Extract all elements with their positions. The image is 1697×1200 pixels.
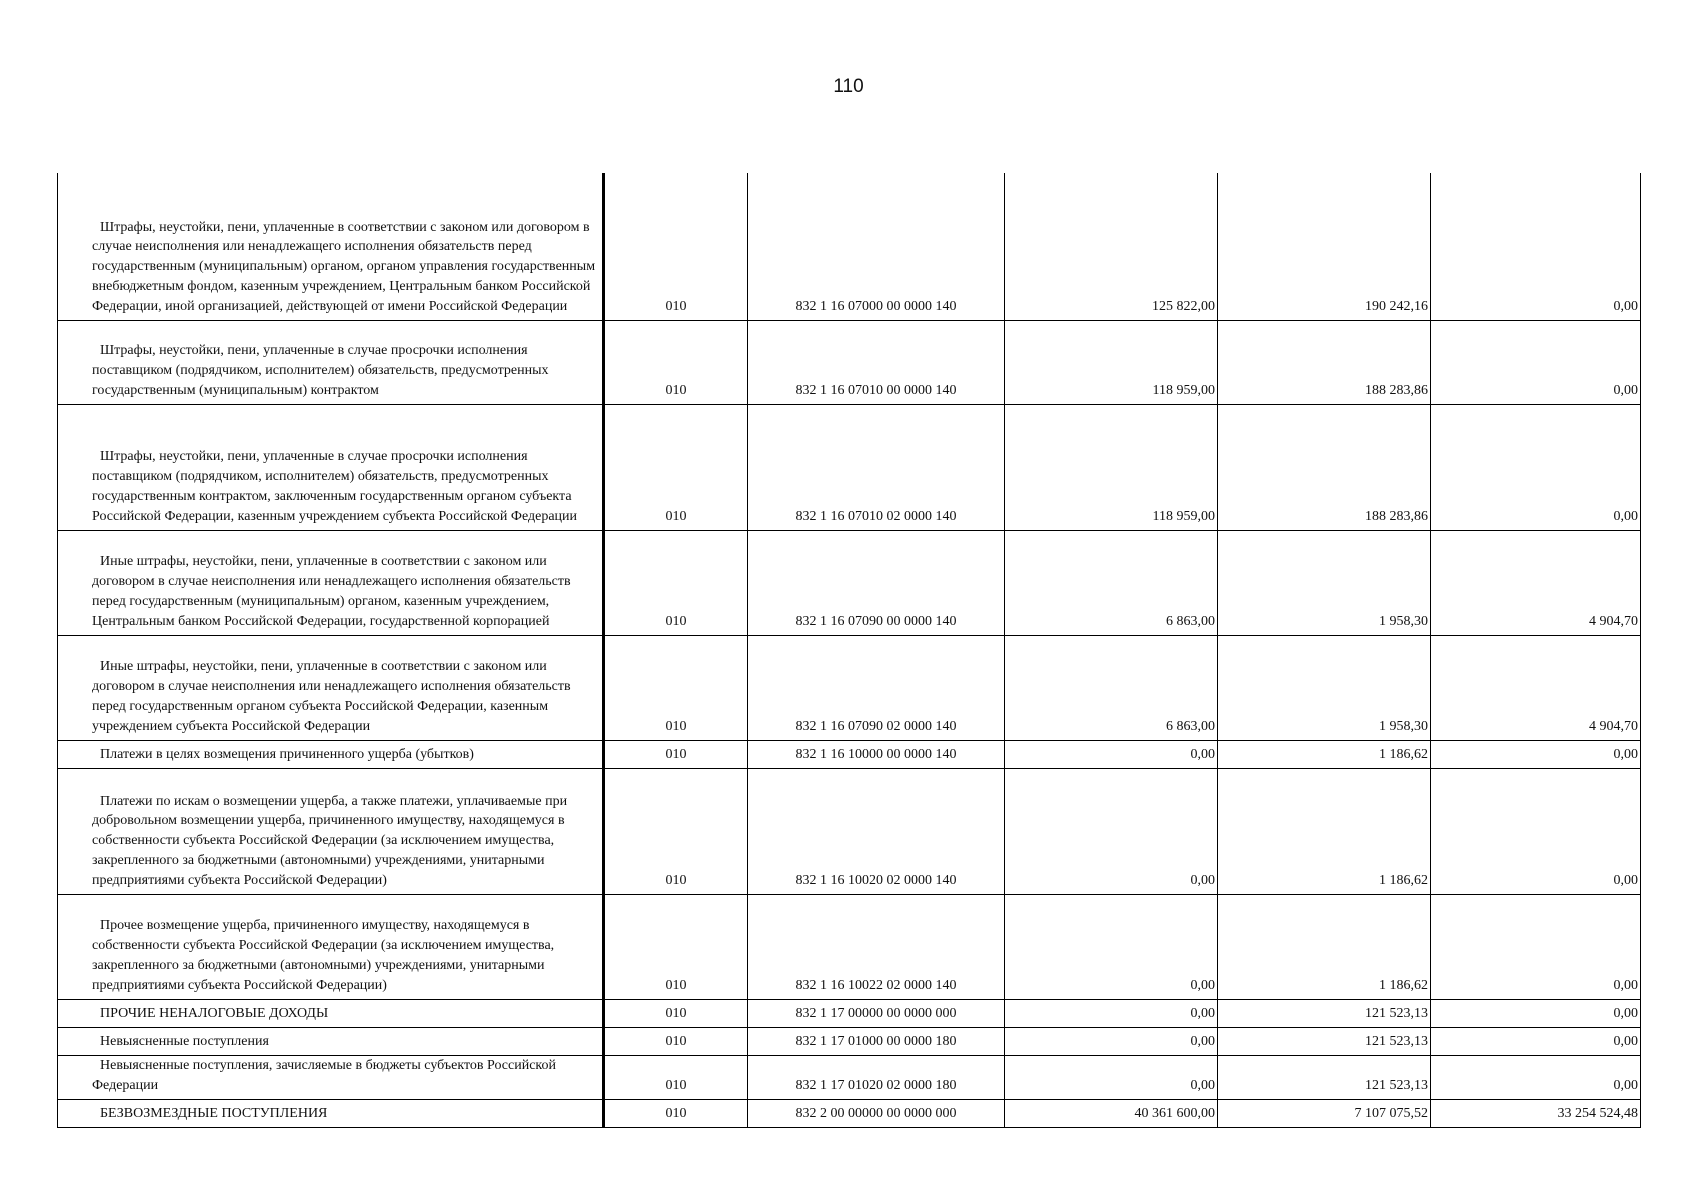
row-unexecuted: 0,00 [1431, 894, 1641, 999]
row-name: Платежи в целях возмещения причиненного ущерба (убытков) [58, 740, 604, 768]
row-unexecuted: 4 904,70 [1431, 635, 1641, 740]
row-approved: 0,00 [1005, 740, 1218, 768]
row-name: Иные штрафы, неустойки, пени, уплаченные в соответствии с законом или договором в случае неисполнения или ненадлежащего исполнения обязательств перед государственным органом субъекта Российской Федерации, казенным учреждением субъекта Российской Федерации [58, 635, 604, 740]
row-unexecuted: 0,00 [1431, 1055, 1641, 1099]
row-name: Штрафы, неустойки, пени, уплаченные в случае просрочки исполнения поставщиком (подрядчиком, исполнителем) обязательств, предусмотренных государственным контрактом, заключенным государственным органом субъекта Российской Федерации, казенным учреждением субъекта Российской Федерации [58, 404, 604, 530]
row-line-code: 010 [604, 173, 748, 320]
table-body [58, 173, 1641, 1127]
table-row [58, 894, 1641, 999]
row-name: Иные штрафы, неустойки, пени, уплаченные в соответствии с законом или договором в случае неисполнения или ненадлежащего исполнения обязательств перед государственным (муниципальным) органом, казенным учреждением, Центральным банком Российской Федерации, государственной корпорацией [58, 530, 604, 635]
row-executed: 1 958,30 [1218, 530, 1431, 635]
row-line-code: 010 [604, 740, 748, 768]
row-name: ПРОЧИЕ НЕНАЛОГОВЫЕ ДОХОДЫ [58, 999, 604, 1027]
row-line-code: 010 [604, 320, 748, 404]
row-approved: 0,00 [1005, 999, 1218, 1027]
row-line-code: 010 [604, 894, 748, 999]
row-budget-code: 832 1 16 10020 02 0000 140 [748, 768, 1005, 894]
row-name: Штрафы, неустойки, пени, уплаченные в случае просрочки исполнения поставщиком (подрядчиком, исполнителем) обязательств, предусмотренных государственным (муниципальным) контрактом [58, 320, 604, 404]
row-approved: 6 863,00 [1005, 530, 1218, 635]
row-unexecuted: 0,00 [1431, 404, 1641, 530]
table-row [58, 173, 1641, 320]
row-unexecuted: 0,00 [1431, 740, 1641, 768]
row-budget-code: 832 1 16 07010 02 0000 140 [748, 404, 1005, 530]
table-row [58, 635, 1641, 740]
row-budget-code: 832 1 16 07000 00 0000 140 [748, 173, 1005, 320]
row-budget-code: 832 1 17 00000 00 0000 000 [748, 999, 1005, 1027]
row-unexecuted: 33 254 524,48 [1431, 1099, 1641, 1127]
table-row [58, 320, 1641, 404]
row-approved: 0,00 [1005, 1027, 1218, 1055]
row-line-code: 010 [604, 1027, 748, 1055]
row-budget-code: 832 1 16 07010 00 0000 140 [748, 320, 1005, 404]
row-approved: 40 361 600,00 [1005, 1099, 1218, 1127]
row-line-code: 010 [604, 1055, 748, 1099]
row-approved: 125 822,00 [1005, 173, 1218, 320]
table-row [58, 1055, 1641, 1099]
table-row [58, 768, 1641, 894]
row-line-code: 010 [604, 999, 748, 1027]
page-number: 110 [833, 76, 864, 97]
row-budget-code: 832 1 17 01000 00 0000 180 [748, 1027, 1005, 1055]
table-row [58, 1027, 1641, 1055]
row-approved: 118 959,00 [1005, 320, 1218, 404]
row-unexecuted: 0,00 [1431, 320, 1641, 404]
row-executed: 1 186,62 [1218, 768, 1431, 894]
row-name: Невыясненные поступления, зачисляемые в бюджеты субъектов Российской Федерации [58, 1055, 604, 1099]
row-line-code: 010 [604, 1099, 748, 1127]
row-budget-code: 832 1 16 10000 00 0000 140 [748, 740, 1005, 768]
row-unexecuted: 4 904,70 [1431, 530, 1641, 635]
row-unexecuted: 0,00 [1431, 768, 1641, 894]
row-approved: 0,00 [1005, 768, 1218, 894]
row-unexecuted: 0,00 [1431, 999, 1641, 1027]
row-unexecuted: 0,00 [1431, 1027, 1641, 1055]
row-budget-code: 832 1 16 10022 02 0000 140 [748, 894, 1005, 999]
row-name: БЕЗВОЗМЕЗДНЫЕ ПОСТУПЛЕНИЯ [58, 1099, 604, 1127]
row-line-code: 010 [604, 635, 748, 740]
row-budget-code: 832 1 16 07090 02 0000 140 [748, 635, 1005, 740]
row-executed: 121 523,13 [1218, 1027, 1431, 1055]
row-executed: 1 186,62 [1218, 740, 1431, 768]
row-approved: 6 863,00 [1005, 635, 1218, 740]
row-unexecuted: 0,00 [1431, 173, 1641, 320]
row-line-code: 010 [604, 530, 748, 635]
row-name: Прочее возмещение ущерба, причиненного имуществу, находящемуся в собственности субъекта Российской Федерации (за исключением имущества, закрепленного за бюджетными (автономными) учреждениями, унитарными предприятиями субъекта Российской Федерации) [58, 894, 604, 999]
row-budget-code: 832 2 00 00000 00 0000 000 [748, 1099, 1005, 1127]
row-line-code: 010 [604, 404, 748, 530]
row-line-code: 010 [604, 768, 748, 894]
row-name: Невыясненные поступления [58, 1027, 604, 1055]
row-approved: 0,00 [1005, 1055, 1218, 1099]
row-executed: 1 958,30 [1218, 635, 1431, 740]
table-row [58, 999, 1641, 1027]
row-budget-code: 832 1 17 01020 02 0000 180 [748, 1055, 1005, 1099]
row-executed: 188 283,86 [1218, 320, 1431, 404]
row-name: Штрафы, неустойки, пени, уплаченные в соответствии с законом или договором в случае неисполнения или ненадлежащего исполнения обязательств перед государственным (муниципальным) органом, органом управления государственным внебюджетным фондом, казенным учреждением, Центральным банком Российской Федерации, иной организацией, действующей от имени Российской Федерации [58, 173, 604, 320]
row-budget-code: 832 1 16 07090 00 0000 140 [748, 530, 1005, 635]
row-executed: 121 523,13 [1218, 1055, 1431, 1099]
row-executed: 121 523,13 [1218, 999, 1431, 1027]
row-approved: 118 959,00 [1005, 404, 1218, 530]
table-row [58, 530, 1641, 635]
row-approved: 0,00 [1005, 894, 1218, 999]
row-executed: 190 242,16 [1218, 173, 1431, 320]
row-executed: 188 283,86 [1218, 404, 1431, 530]
row-executed: 1 186,62 [1218, 894, 1431, 999]
table-row [58, 404, 1641, 530]
table-row [58, 740, 1641, 768]
row-executed: 7 107 075,52 [1218, 1099, 1431, 1127]
row-name: Платежи по искам о возмещении ущерба, а также платежи, уплачиваемые при добровольном возмещении ущерба, причиненного имуществу, находящемуся в собственности субъекта Российской Федерации (за исключением имущества, закрепленного за бюджетными (автономными) учреждениями, унитарными предприятиями субъекта Российской Федерации) [58, 768, 604, 894]
table-row [58, 1099, 1641, 1127]
revenue-table [57, 173, 1641, 1128]
